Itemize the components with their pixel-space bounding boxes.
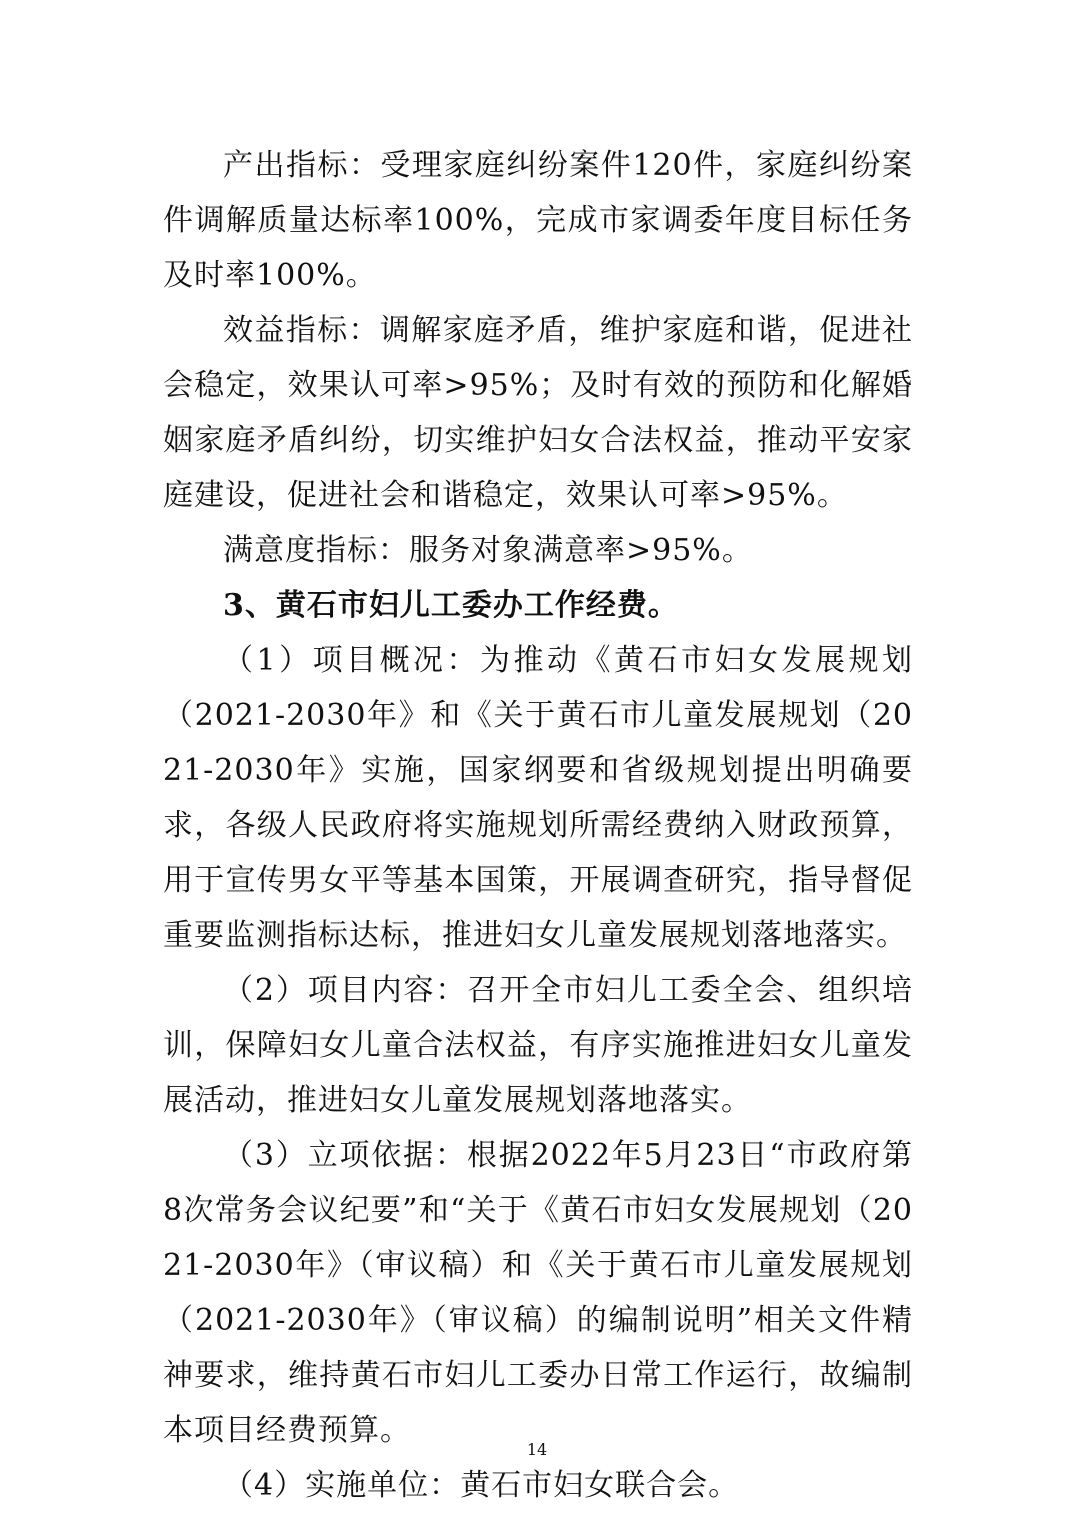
document-body [163, 138, 913, 1513]
paragraph-implementing-unit: （4）实施单位：黄石市妇女联合会。 [223, 1468, 740, 1503]
section-heading: 3、黄石市妇儿工委办工作经费。 [223, 588, 679, 623]
paragraph-benefit-indicator: 效益指标：调解家庭矛盾，维护家庭和谐，促进社会稳定，效果认可率>95%；及时有效的预防和化解婚姻家庭矛盾纠纷，切实维护妇女合法权益，推动平安家庭建设，促进社会和谐稳定，效果认可率>95%。 [163, 313, 913, 513]
paragraph-project-content: （2）项目内容：召开全市妇儿工委全会、组织培训，保障妇女儿童合法权益，有序实施推进妇女儿童发展活动，推进妇女儿童发展规划落地落实。 [163, 973, 913, 1118]
paragraph-satisfaction-indicator: 满意度指标：服务对象满意率>95%。 [223, 533, 753, 568]
paragraph-project-basis: （3）立项依据：根据2022年5月23日“市政府第8次常务会议纪要”和“关于《黄石市妇女发展规划（2021-2030年》（审议稿）和《关于黄石市儿童发展规划（2021-2030年》（审议稿）的编制说明”相关文件精神要求，维持黄石市妇儿工委办日常工作运行，故编制本项目经费预算。 [163, 1138, 913, 1448]
paragraph-output-indicator: 产出指标：受理家庭纠纷案件120件，家庭纠纷案件调解质量达标率100%，完成市家调委年度目标任务及时率100%。 [163, 148, 913, 293]
page-number: 14 [526, 1440, 548, 1459]
paragraph-project-overview: （1）项目概况：为推动《黄石市妇女发展规划（2021-2030年》和《关于黄石市儿童发展规划（2021-2030年》实施，国家纲要和省级规划提出明确要求，各级人民政府将实施规划所需经费纳入财政预算，用于宣传男女平等基本国策，开展调查研究，指导督促重要监测指标达标，推进妇女儿童发展规划落地落实。 [163, 643, 913, 953]
